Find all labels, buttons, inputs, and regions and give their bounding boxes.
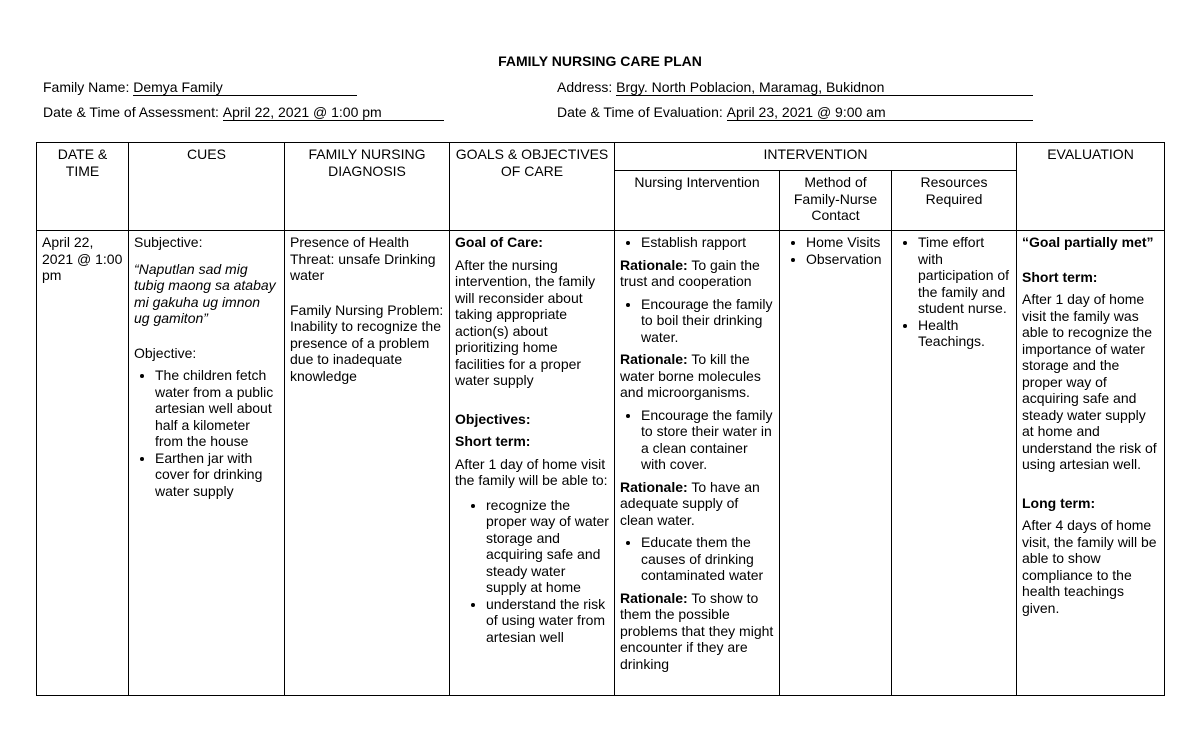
- evaluation-date-label: Date & Time of Evaluation:: [557, 104, 723, 120]
- eval-short-term-label: Short term:: [1022, 268, 1098, 285]
- col-method: Method of Family-Nurse Contact: [780, 171, 892, 231]
- list-item: • Home Visits: [806, 234, 886, 251]
- address-field: [557, 79, 1033, 96]
- rationale-text: To have an adequate supply of clean water.: [620, 478, 760, 528]
- col-date: DATE & TIME: [37, 143, 129, 231]
- evaluation-date-value: April 23, 2021 @ 9:00 am: [727, 105, 1033, 121]
- page-title: FAMILY NURSING CARE PLAN: [498, 53, 702, 69]
- header-row: [37, 143, 1165, 171]
- intervention-action: • Encourage the family to boil their drinking water.: [641, 296, 774, 346]
- row-date: April 22, 2021 @ 1:00 pm: [37, 231, 129, 696]
- rationale-label: Rationale:: [620, 351, 688, 367]
- col-diagnosis: FAMILY NURSING DIAGNOSIS: [285, 143, 450, 231]
- resources-cell: [892, 231, 1017, 696]
- intervention-action: • Establish rapport: [641, 234, 774, 251]
- intervention-rationale: [620, 479, 774, 529]
- short-term-label: Short term:: [455, 433, 531, 449]
- list-item: • Observation: [806, 251, 886, 268]
- col-goals: GOALS & OBJECTIVES OF CARE: [450, 143, 615, 231]
- address-value: Brgy. North Poblacion, Maramag, Bukidnon: [616, 80, 1033, 96]
- diagnosis-cell: [285, 231, 450, 696]
- rationale-label: Rationale:: [620, 478, 688, 495]
- subjective-label: Subjective:: [134, 234, 203, 250]
- evaluation-date-field: [557, 104, 1033, 121]
- assessment-label: Date & Time of Assessment:: [43, 104, 219, 120]
- eval-long-term-text: After 4 days of home visit, the family will be able to show compliance to the health teachings given.: [1022, 517, 1157, 616]
- list-item: • The children fetch water from a public artesian well about half a kilometer from the house: [155, 367, 279, 450]
- intervention-1: [620, 234, 774, 251]
- eval-short-term-text: After 1 day of home visit the family was able to recognize the importance of water storage and the proper way of acquiring safe and steady water supply at home and understand the risk of using artesian well.: [1022, 291, 1157, 472]
- subjective-quote: “Naputlan sad mig tubig maong sa atabay mi gakuha ug imnon ug gamiton”: [134, 260, 276, 326]
- problem-text: Inability to recognize the presence of a problem due to inadequate knowledge: [290, 318, 441, 384]
- rationale-text: To kill the water borne molecules and microorganisms.: [620, 351, 761, 400]
- short-term-text: After 1 day of home visit the family will be able to:: [455, 455, 608, 488]
- cues-cell: [129, 231, 285, 696]
- table-row: [37, 231, 1165, 696]
- col-nursing-intervention: Nursing Intervention: [615, 171, 780, 231]
- col-cues: CUES: [129, 143, 285, 231]
- col-evaluation: EVALUATION: [1017, 143, 1165, 231]
- objective-items: [455, 497, 609, 646]
- intervention-action: • Encourage the family to store their water in a clean container with cover.: [641, 407, 774, 473]
- intervention-rationale: [620, 590, 774, 673]
- family-name-value: Demya Family: [133, 80, 357, 96]
- goal-text: After the nursing intervention, the family will reconsider about taking appropriate action(s) about prioritizing home facilities for a proper water supply: [455, 256, 596, 388]
- intervention-2: [620, 296, 774, 346]
- goals-cell: [450, 231, 615, 696]
- family-name-field: [43, 79, 357, 96]
- eval-long-term-label: Long term:: [1022, 494, 1096, 511]
- resources-list: [897, 234, 1011, 350]
- assessment-value: April 22, 2021 @ 1:00 pm: [223, 105, 444, 121]
- objective-list: [134, 367, 279, 499]
- rationale-label: Rationale:: [620, 589, 688, 606]
- goal-label: Goal of Care:: [455, 234, 543, 250]
- intervention-3: [620, 407, 774, 473]
- intervention-rationale: [620, 351, 774, 401]
- problem-label: Family Nursing Problem:: [290, 301, 444, 318]
- col-resources: Resources Required: [892, 171, 1017, 231]
- method-list: [785, 234, 886, 267]
- evaluation-cell: [1017, 231, 1165, 696]
- health-threat: Presence of Health Threat: unsafe Drinking water: [290, 234, 436, 283]
- objective-label: Objective:: [134, 344, 197, 361]
- care-plan-table: [36, 142, 1165, 696]
- intervention-rationale: [620, 257, 774, 290]
- list-item: • Health Teachings.: [918, 317, 1011, 350]
- family-name-label: Family Name:: [43, 79, 130, 95]
- assessment-field: [43, 104, 444, 121]
- intervention-action: • Educate them the causes of drinking contaminated water: [641, 534, 774, 584]
- rationale-text: To show to them the possible problems that they might encounter if they are drinking: [620, 589, 774, 672]
- rationale-text: To gain the trust and cooperation: [620, 256, 760, 289]
- evaluation-status: “Goal partially met”: [1022, 234, 1154, 250]
- col-intervention: INTERVENTION: [615, 143, 1017, 171]
- method-cell: [780, 231, 892, 696]
- nursing-intervention-cell: [615, 231, 780, 696]
- list-item: • recognize the proper way of water storage and acquiring safe and steady water supply at home: [486, 497, 609, 596]
- intervention-4: [620, 534, 774, 584]
- list-item: • Earthen jar with cover for drinking water supply: [155, 450, 279, 500]
- list-item: • understand the risk of using water from artesian well: [486, 596, 609, 646]
- objectives-label: Objectives:: [455, 410, 531, 427]
- list-item: • Time effort with participation of the family and student nurse.: [918, 234, 1011, 317]
- address-label: Address:: [557, 79, 613, 95]
- rationale-label: Rationale:: [620, 256, 688, 273]
